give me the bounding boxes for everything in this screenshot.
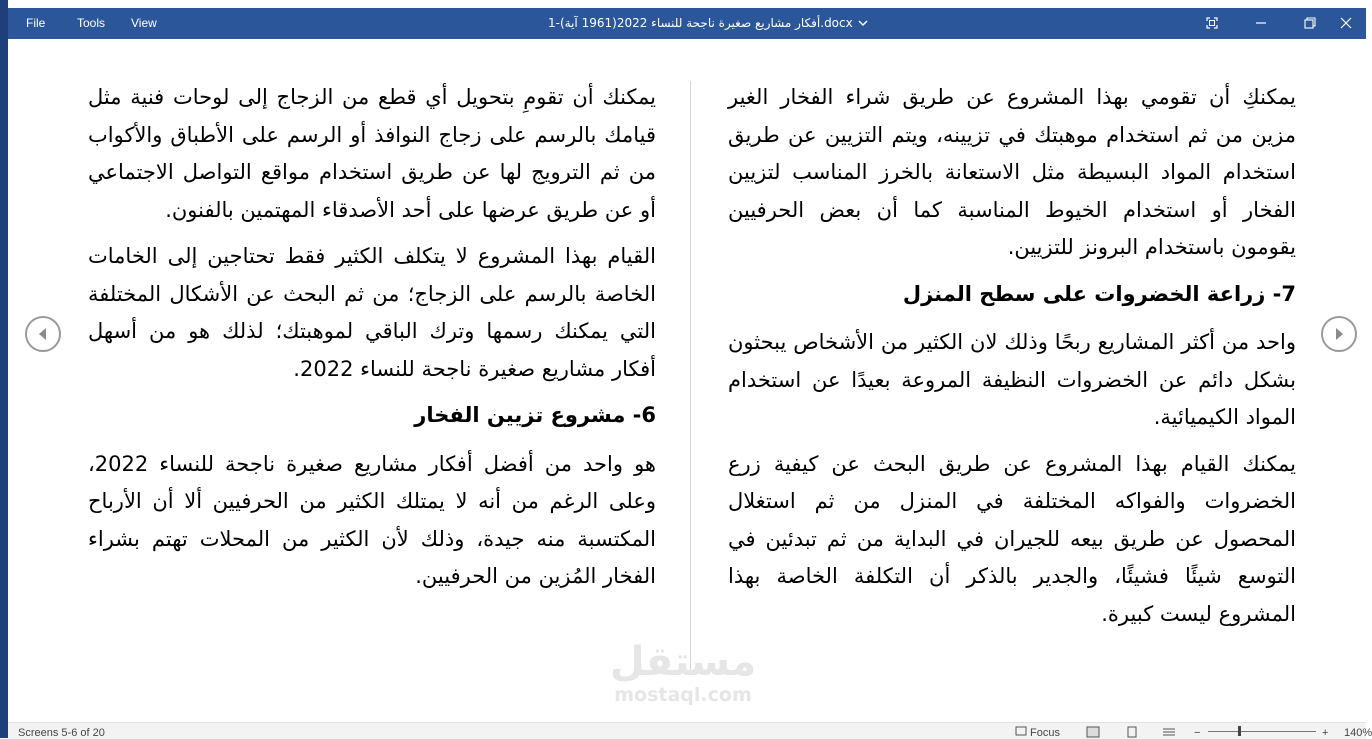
document-title: 1-أفكار مشاريع صغيرة ناجحة للنساء 2022(1961 آية).docx xyxy=(548,16,853,30)
chevron-down-icon xyxy=(857,8,869,39)
read-mode-icon[interactable] xyxy=(1086,726,1100,738)
zoom-out-button[interactable]: − xyxy=(1194,727,1201,739)
next-screen-button[interactable] xyxy=(1321,316,1357,352)
menu-file[interactable]: File xyxy=(26,16,46,30)
focus-button[interactable]: Focus xyxy=(1030,727,1060,739)
watermark-logo: مستقل xyxy=(609,639,757,685)
screen-count: Screens 5-6 of 20 xyxy=(18,727,105,739)
column-divider xyxy=(690,81,691,673)
title-bar xyxy=(8,8,1366,39)
paragraph: هو واحد من أفضل أفكار مشاريع صغيرة ناجحة للنساء 2022، وعلى الرغم من أنه لا يمتلك الكثير من الحرفيين ألا أن الأرباح المكتسبة منه جيدة، وذلك لأن الكثير من المحلات تهتم بشراء الفخار المُزين من الحرفيين. xyxy=(88,451,656,588)
close-icon xyxy=(1340,17,1352,29)
document-area xyxy=(8,39,1366,722)
section-heading: 7- زراعة الخضروات على سطح المنزل xyxy=(902,281,1296,306)
paragraph: يمكنك أن تقومِ بتحويل أي قطع من الزجاج إلى لوحات فنية مثل قيامك بالرسم على زجاج النوافذ أو الرسم على الأطباق والأكواب من ثم الترويج لها عن طريق استخدام مواقع التواصل الاجتماعي أو عن طريق عرضها على أحد الأصدقاء المهتمين بالفنون. xyxy=(88,85,656,222)
print-layout-icon[interactable] xyxy=(1126,726,1138,738)
restore-icon xyxy=(1304,17,1316,29)
window-edge xyxy=(0,0,8,738)
status-bar xyxy=(8,722,1372,739)
menu-tools[interactable]: Tools xyxy=(77,16,106,30)
fullscreen-button[interactable] xyxy=(1192,8,1232,39)
zoom-level[interactable]: 140% xyxy=(1344,727,1372,739)
minimize-button[interactable] xyxy=(1241,8,1281,39)
paragraph: القيام بهذا المشروع لا يتكلف الكثير فقط تحتاجين إلى الخامات الخاصة بالرسم على الزجاج؛ من ثم البحث عن الأشكال المختلفة التي يمكنك رسمها وترك الباقي لموهبتك؛ لذلك هو من أسهل أفكار مشاريع صغيرة ناجحة للنساء 2022. xyxy=(88,244,656,381)
zoom-slider-thumb[interactable] xyxy=(1238,726,1241,736)
zoom-slider[interactable] xyxy=(1208,731,1316,732)
focus-icon xyxy=(1015,726,1027,736)
paragraph: واحد من أكثر المشاريع ربحًا وذلك لان الكثير من الأشخاص يبحثون بشكل دائم عن الخضروات النظيفة المروعة بعيدًا عن استخدام المواد الكيميائية. xyxy=(728,330,1296,429)
minimize-icon xyxy=(1255,17,1267,29)
arrow-left-icon xyxy=(36,326,50,342)
fullscreen-icon xyxy=(1206,17,1218,29)
previous-screen-button[interactable] xyxy=(25,316,61,352)
restore-button[interactable] xyxy=(1290,8,1330,39)
section-heading: 6- مشروع تزيين الفخار xyxy=(414,403,656,427)
zoom-in-button[interactable]: + xyxy=(1322,727,1329,739)
watermark-domain: mostaql.com xyxy=(614,684,752,706)
close-button[interactable] xyxy=(1326,8,1366,39)
page-column-right xyxy=(728,79,1296,642)
web-layout-icon[interactable] xyxy=(1162,726,1176,738)
watermark xyxy=(598,640,768,706)
document-title-dropdown[interactable] xyxy=(548,8,869,39)
paragraph: يمكنك القيام بهذا المشروع عن طريق البحث عن كيفية زرع الخضروات والفواكه المختلفة في المنزل من ثم استغلال المحصول عن طريق بيعه للجيران في البداية من ثم تبدئين في التوسع شيئًا فشيئًا، والجدير بالذكر أن التكلفة الخاصة بهذا المشروع ليست كبيرة. xyxy=(728,451,1296,626)
menu-view[interactable]: View xyxy=(131,16,157,30)
page-column-left xyxy=(88,79,656,605)
paragraph: يمكنكِ أن تقومي بهذا المشروع عن طريق شراء الفخار الغير مزين من ثم استخدام موهبتك في تزيينه، ويتم التزيين عن طريق استخدام المواد البسيطة مثل الاستعانة بالخرز المناسب لتزيين الفخار أو استخدام الخيوط المناسبة كما أن بعض الحرفيين يقومون باستخدام البرونز للتزيين. xyxy=(728,85,1296,259)
arrow-right-icon xyxy=(1332,326,1346,342)
